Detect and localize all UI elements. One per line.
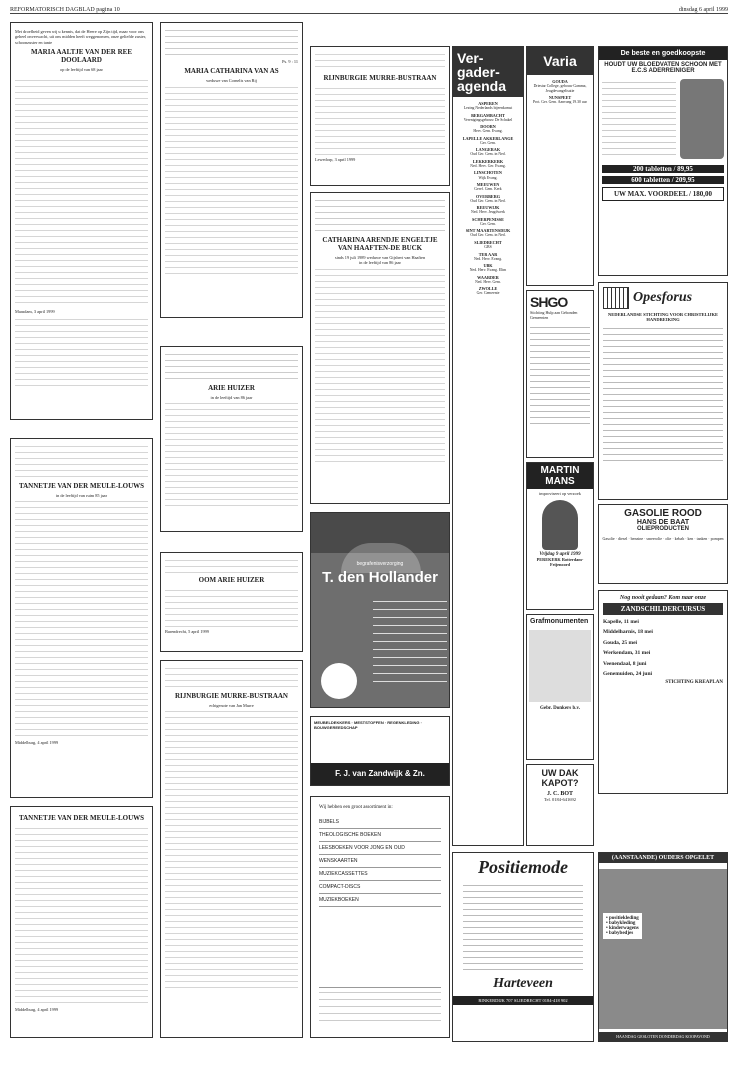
agenda-item-text: Oud Ger. Gem. in Ned. (470, 198, 506, 203)
quote-ref: Ps. 9 : 11 (282, 59, 298, 64)
zand-place: Gouda, 25 mei (603, 639, 638, 646)
varia-item-title: GOUDA (552, 79, 568, 84)
ad-books-item: LEESBOEKEN VOOR JONG EN OUD (319, 842, 441, 855)
agenda-item (455, 182, 521, 192)
kapot-company: J. C. BOT (546, 791, 573, 797)
ouders-item: • kinderwagens (606, 926, 639, 931)
announcement-name: CATHARINA ARENDJE ENGELTJE VAN HAAFTEN-DE BUCK (322, 236, 438, 253)
ecs-voordeel: UW MAX. VOORDEEL / 180,00 (602, 187, 724, 201)
martin-title: MARTIN MANS (527, 463, 593, 489)
agenda-item (455, 228, 521, 238)
ad-zandwijk-tags: MEUBELDEKKERS · MESTSTOFFEN · REGENKLEDING · BOUWGEREEDSCHAP (314, 720, 422, 730)
agenda-title: Ver-gader-agenda (453, 47, 523, 97)
announcement-tannetje-1 (10, 438, 153, 798)
page-header (10, 4, 728, 14)
kreaplan: STICHTING KREAPLAN (665, 679, 723, 685)
ad-ecs (598, 46, 728, 276)
agenda-item-text: Ger. Gem. (480, 140, 496, 145)
ad-hollander-text (373, 597, 447, 687)
agenda-item (455, 275, 521, 285)
announcement-place: Middelburg, 4 april 1999 (15, 1007, 59, 1013)
announcement-name: MARIA AALTJE VAN DER REE DOOLAARD (30, 48, 132, 65)
ad-books-item: WENSKAARTEN (319, 855, 441, 868)
ad-zandschilder (598, 590, 728, 794)
announcement-age: op de leeftijd van 68 jaar (60, 67, 103, 73)
grafmon-company: Gebr. Donkers b.v. (540, 706, 580, 711)
announcement-sub: echtgenote van Jan Murre (209, 703, 254, 709)
varia-item-text: Driestar College, gebouw Gamma, Jeugdevangelisatie (533, 84, 587, 93)
agenda-item-title: SINT MAARTENSDIJK (465, 228, 511, 234)
ouders-photo (599, 869, 727, 1029)
agenda-item-title: LINSCHOTEN (474, 170, 502, 176)
agenda-item (455, 252, 521, 262)
varia-item-text: Prot. Ger. Gem. Aanvang 19.30 uur (533, 100, 587, 105)
positie-sub: Harteveen (493, 976, 553, 991)
agenda-item-text: Ned. Herv. Evang. Elim (469, 268, 507, 273)
agenda-item (455, 217, 521, 227)
agenda-item-text: Wijk Evang. (478, 175, 498, 180)
agenda-item-title: OVERBERG (476, 193, 500, 199)
announcement-name: RIJNBURGIE MURRE-BUSTRAAN (175, 692, 288, 700)
announcement-body (15, 77, 148, 307)
opes-logo-icon (603, 287, 629, 309)
ad-dak-kapot (526, 764, 594, 846)
ecs-bottle (680, 79, 724, 159)
ouders-footer: HAANDAG GESLOTEN DONDERDAG KOOPAVOND (599, 1032, 727, 1041)
agenda-item (455, 147, 521, 157)
martin-place: PEREKERK Rotterdam-Feijenoord (536, 557, 584, 567)
ad-hollander-sub: begrafenisverzorging (356, 561, 404, 567)
agenda-item-title: SLIEDRECHT (474, 239, 502, 245)
agenda-item-text: GBS (484, 244, 492, 249)
varia-item (529, 95, 591, 105)
agenda-item-text: Ger. Gemeente (476, 291, 500, 296)
ad-grafmonumenten (526, 614, 594, 760)
ad-martin-mans (526, 462, 594, 610)
varia-title: Varia (527, 47, 593, 75)
announcement-name: ARIE HUIZER (208, 384, 255, 392)
ad-books-item: THEOLOGISCHE BOEKEN (319, 829, 441, 842)
varia-list (527, 75, 593, 109)
ad-bookstore (310, 796, 450, 1038)
gasolie-sub: OLIEPRODUCTEN (636, 526, 689, 532)
announcement-age: in de leeftijd van 86 jaar (210, 395, 253, 401)
announcement-rijnburgie-2 (160, 660, 303, 1038)
agenda-item-title: DOORN (480, 124, 496, 130)
agenda-item-title: SCHERPENISSE (472, 216, 504, 222)
announcement-sub: weduwe van Cornelis van Rij (206, 78, 257, 84)
zand-sub: ZANDSCHILDERCURSUS (603, 603, 723, 615)
ad-books-item: MUZIEKBOEKEN (319, 894, 441, 907)
announcement-name: RIJNBURGIE MURRE-BUSTRAAN (323, 74, 437, 82)
header-left: REFORMATORISCH DAGBLAD pagina 10 (10, 7, 120, 13)
zand-list (603, 617, 723, 680)
grafmon-photo (529, 630, 591, 702)
ouders-list (603, 913, 642, 939)
announcement-intro: Met droefheid geven wij u kennis, dat de Heere op Zijn tijd, maar voor ons geheel onverwacht, uit ons midden heeft weggenomen, onze geliefde zuster, schoonzuster en tante (15, 29, 147, 45)
zand-place: Werkendam, 31 mei (603, 650, 651, 657)
announcement-name: TANNETJE VAN DER MEULE-LOUWS (18, 482, 145, 490)
agenda-item-text: Ger. Gem. (480, 221, 496, 226)
agenda-item-title: WAARDER (477, 274, 499, 280)
agenda-item-text: Ned. Herv. Evang. (473, 256, 503, 261)
announcement-tail (15, 316, 148, 386)
agenda-item (455, 240, 521, 250)
agenda-item (455, 113, 521, 123)
positie-title: Positiemode (478, 857, 568, 877)
zand-place: Middelharnis, 18 mei (603, 629, 653, 636)
opes-title: Opesforus (633, 290, 693, 305)
ad-books-item: COMPACT-DISCS (319, 881, 441, 894)
announcement-name: OOM ARIE HUIZER (198, 576, 265, 584)
ad-books-item: MUZIEKCASSETTES (319, 868, 441, 881)
martin-sub: improviseert op verzoek (539, 491, 581, 496)
agenda-item (455, 136, 521, 146)
shgo-text: Stichting Hulp aan Gebonden Gemeenten (530, 310, 578, 320)
ad-opesforus (598, 282, 728, 500)
ad-den-hollander (310, 512, 450, 708)
shgo-title: SHGO (530, 294, 568, 310)
agenda-item-text: Ned. Herv. Gem. (475, 279, 501, 284)
ad-shgo (526, 290, 594, 458)
ad-ouders (598, 852, 728, 1042)
ecs-title: De beste en goedkoopste (599, 47, 727, 60)
announcement-maria-aaltje (10, 22, 153, 420)
zand-title: Nog nooit gedaan? Kom naar onze (619, 595, 707, 601)
agenda-item-text: Lezing Nederlands bijeenkomst (463, 106, 513, 111)
agenda-item-title: LAPELLE AKKERLANGE (462, 135, 514, 141)
announcement-place: Middelburg, 4 april 1999 (15, 740, 59, 746)
announcement-place: Barendrecht, 5 april 1999 (165, 629, 209, 635)
agenda-item-text: Oud Ger. Gem. in Ned. (470, 233, 506, 238)
announcement-name: TANNETJE VAN DER MEULE-LOUWS (18, 814, 145, 822)
announcement-age: in de leeftijd van 86 jaar (359, 260, 401, 266)
agenda-item-title: BERGAMBACHT (471, 112, 505, 118)
ad-books-footer (319, 987, 441, 1027)
zand-place: Kapelle, 11 mei (603, 619, 639, 625)
grafmon-title: Grafmonumenten (530, 618, 589, 625)
announcement-arie-huizer (160, 346, 303, 532)
agenda-item (455, 124, 521, 134)
agenda-item-text: Ned. Herv. Ger. Evang. (470, 163, 506, 168)
gasolie-title: GASOLIE ROOD (624, 508, 702, 519)
agenda-item-title: ZWOLLE (478, 286, 498, 292)
ad-zandwijk-name: F. J. van Zandwijk & Zn. (311, 763, 449, 785)
announcement-age: in de leeftijd van ruim 85 jaar (55, 493, 108, 499)
zand-place: Veenendaal, 8 juni (603, 660, 647, 667)
zand-place: Genemuiden, 24 juni (603, 671, 653, 678)
ecs-sub: HOUDT UW BLOEDVATEN SCHOON MET E.C.S ADERREINIGER (604, 62, 722, 74)
martin-date: Vrijdag 9 april 1999 (539, 552, 581, 557)
agenda-item (455, 263, 521, 273)
ad-positiemode (452, 852, 594, 1042)
agenda-item-title: LEKKERKERK (472, 158, 504, 164)
agenda-item-title: MEEUWEN (476, 182, 500, 188)
agenda-item (455, 286, 521, 296)
agenda-item (455, 170, 521, 180)
announcement-sub: sinds 19 juli 1989 weduwe van Gijsbert van Haaften (334, 255, 426, 261)
agenda-item-title: ASPEREN (478, 101, 498, 106)
agenda-item-text: Herv. Gem. Evang. (473, 129, 503, 134)
announcement-oom-arie (160, 552, 303, 652)
ad-books-item: BIJBELS (319, 816, 441, 829)
agenda-item (455, 194, 521, 204)
kapot-phone: Tel. 0184-641692 (544, 797, 576, 802)
gasolie-company: HANS DE BAAT (636, 519, 690, 526)
announcement-rijnburgie-1 (310, 46, 450, 186)
gasolie-items: Gasolie · diesel · benzine · smeerolie · olie · kebab · ken · tanken · pompen (602, 536, 724, 541)
ecs-price: 200 tabletten / 89,95 (602, 165, 724, 173)
ad-hollander-title: T. den Hollander (322, 569, 438, 586)
agenda-item-title: REEUWIJK (476, 205, 500, 211)
ad-gasolie (598, 504, 728, 584)
agenda-item-text: Verenigingsgebouw De Schakel (463, 117, 513, 122)
ad-hollander-logo (321, 663, 357, 699)
announcement-maria-catharina (160, 22, 303, 318)
agenda-item-title: LANGERAK (475, 147, 501, 153)
ad-books-list (319, 816, 441, 907)
announcement-place: Lewedorp, 3 april 1999 (315, 157, 356, 163)
announcement-place: Maasdam, 3 april 1999 (15, 308, 55, 314)
varia-item-title: NUNSPEET (548, 95, 572, 101)
martin-photo (542, 500, 578, 550)
header-right: dinsdag 6 april 1999 (678, 7, 728, 13)
ouders-title: (AANSTAANDE) OUDERS OPGELET (599, 853, 727, 863)
opes-sub: NEDERLANDSE STICHTING VOOR CHRISTELIJKE HANDREIKING (608, 312, 718, 322)
agenda-item (455, 205, 521, 215)
agenda-list (453, 97, 523, 300)
agenda-item-title: UBK (483, 263, 493, 269)
ouders-item: • babybedjes (606, 931, 634, 936)
agenda-item (455, 159, 521, 169)
announcement-catharina (310, 192, 450, 504)
ad-books-title: Wij hebben een groot assortiment in: (319, 805, 393, 810)
agenda-item-text: Geref. Gem. Kerk (474, 187, 502, 192)
agenda-column (452, 46, 524, 846)
ouders-item: • babykleding (606, 921, 636, 926)
announcement-tannetje-2 (10, 806, 153, 1038)
varia-item (529, 79, 591, 93)
kapot-title: UW DAK KAPOT? (541, 768, 579, 788)
varia-column (526, 46, 594, 286)
agenda-item-text: Ned. Herv. Jeugdwerk (471, 210, 505, 215)
agenda-item (455, 101, 521, 111)
ouders-item: • positiekleding (606, 916, 639, 921)
positie-address: RINKERDIJK 707 SLIEDRECHT 0184-418 902 (453, 996, 593, 1005)
announcement-name: MARIA CATHARINA VAN AS (184, 67, 279, 76)
agenda-item-text: Oud Ger. Gem. in Ned. (470, 152, 506, 157)
ad-zandwijk (310, 716, 450, 786)
ecs-price2: 600 tabletten / 209,95 (602, 176, 724, 184)
agenda-item-title: TER AAR (478, 251, 498, 257)
